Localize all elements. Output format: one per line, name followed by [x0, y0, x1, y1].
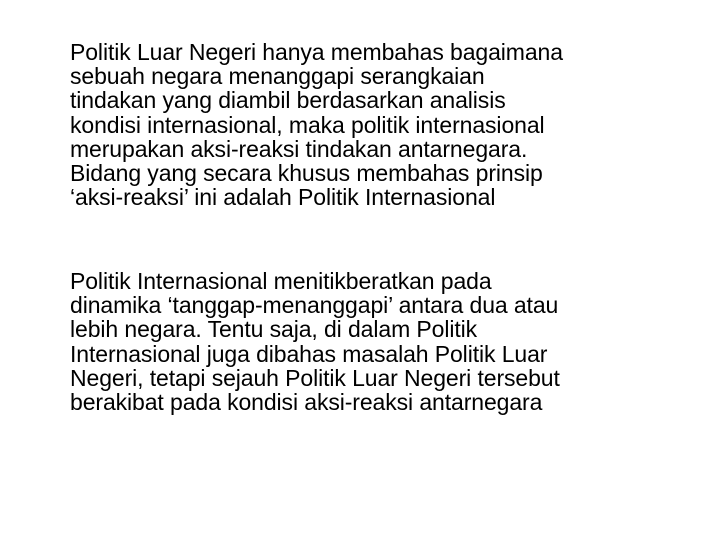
text-line: Politik Luar Negeri hanya membahas bagaimana: [70, 39, 563, 65]
text-line: merupakan aksi-reaksi tindakan antarnegara.: [70, 135, 528, 162]
text-line: Politik Internasional menitikberatkan pada: [70, 268, 492, 294]
text-line: kondisi internasional, maka politik internasional: [70, 111, 545, 138]
paragraph-international-politics: [70, 269, 710, 414]
text-line: ‘aksi-reaksi’ ini adalah Politik Internasional: [70, 184, 496, 211]
text-line: tindakan yang diambil berdasarkan analisis: [70, 87, 506, 114]
text-line: berakibat pada kondisi aksi-reaksi antarnegara: [70, 389, 543, 416]
text-line: dinamika ‘tanggap-menanggapi’ antara dua atau: [70, 292, 559, 319]
text-line: Internasional juga dibahas masalah Politik Luar: [70, 340, 548, 367]
text-line: Negeri, tetapi sejauh Politik Luar Negeri tersebut: [70, 364, 560, 391]
paragraph-foreign-policy: [70, 40, 710, 209]
text-line: lebih negara. Tentu saja, di dalam Politik: [70, 316, 478, 343]
text-line: sebuah negara menanggapi serangkaian: [70, 63, 485, 90]
text-line: Bidang yang secara khusus membahas prinsip: [70, 160, 543, 187]
